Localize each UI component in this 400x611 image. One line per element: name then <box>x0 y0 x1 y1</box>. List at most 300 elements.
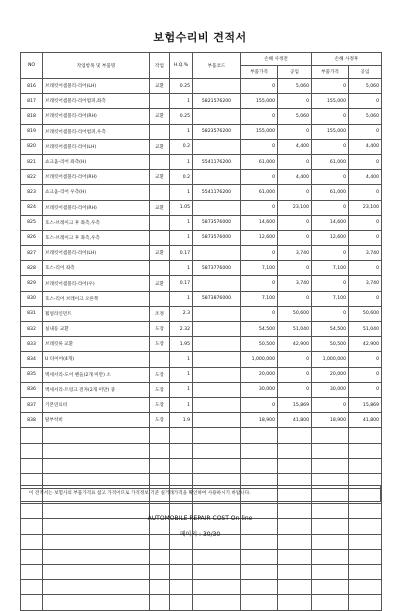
cell-before-price: 54,500 <box>241 322 278 337</box>
cell-before-labor: 15,869 <box>278 397 312 412</box>
cell-before-price: 30,000 <box>241 382 278 397</box>
cell-method: 도장 <box>150 337 170 352</box>
cell-before-labor: 0 <box>278 352 312 367</box>
empty-cell <box>43 443 150 458</box>
table-row <box>21 154 382 169</box>
empty-cell <box>43 428 150 443</box>
cell-before-price: 20,000 <box>241 367 278 382</box>
cell-before-price: 1,000,000 <box>241 352 278 367</box>
cell-after-labor: 0 <box>349 367 382 382</box>
empty-cell <box>241 565 278 580</box>
cell-after-labor: 5,060 <box>349 109 382 124</box>
cell-before-labor: 0 <box>278 154 312 169</box>
header-hq: H.Q.% <box>170 53 193 79</box>
cell-work-item: 브래킷어셈블리-리어범퍼,우측 <box>43 124 150 139</box>
empty-cell <box>349 580 382 595</box>
cell-after-price: 7,100 <box>312 291 349 306</box>
cell-no: 836 <box>21 382 43 397</box>
cell-before-labor: 5,060 <box>278 109 312 124</box>
cell-hq: 1 <box>170 94 193 109</box>
cell-after-labor: 50,600 <box>349 306 382 321</box>
cell-before-labor: 50,600 <box>278 306 312 321</box>
cell-before-price: 0 <box>241 109 278 124</box>
empty-cell <box>241 580 278 595</box>
empty-cell <box>312 549 349 564</box>
cell-after-labor: 4,400 <box>349 170 382 185</box>
cell-before-labor: 3,740 <box>278 246 312 261</box>
empty-cell <box>349 595 382 610</box>
empty-cell <box>21 580 43 595</box>
empty-cell <box>170 580 193 595</box>
cell-method: 교환 <box>150 276 170 291</box>
cell-before-price: 0 <box>241 246 278 261</box>
cell-before-price: 12,600 <box>241 230 278 245</box>
empty-cell <box>278 595 312 610</box>
cell-before-labor: 0 <box>278 185 312 200</box>
cell-part-code <box>193 352 241 367</box>
cell-work-item: 브래킷어셈블리-리어(RH) <box>43 170 150 185</box>
cell-no: 829 <box>21 276 43 291</box>
table-row <box>21 276 382 291</box>
cell-hq: 1 <box>170 352 193 367</box>
empty-cell <box>43 595 150 610</box>
empty-cell <box>150 443 170 458</box>
cell-after-labor: 0 <box>349 124 382 139</box>
cell-no: 834 <box>21 352 43 367</box>
empty-cell <box>193 549 241 564</box>
table-row <box>21 94 382 109</box>
empty-cell <box>241 458 278 473</box>
table-row <box>21 261 382 276</box>
cell-work-item: 브래킷어셈블리-리어(우) <box>43 276 150 291</box>
cell-no: 838 <box>21 413 43 428</box>
cell-no: 833 <box>21 337 43 352</box>
empty-cell <box>21 549 43 564</box>
cell-work-item: 액세서리-트렁크 전자(2개 미만) 중 <box>43 382 150 397</box>
cell-part-code: 5541176200 <box>193 185 241 200</box>
table-row <box>21 413 382 428</box>
cell-no: 817 <box>21 94 43 109</box>
cell-after-labor: 42,900 <box>349 337 382 352</box>
cell-part-code <box>193 170 241 185</box>
header-after-part-price: 부품가격 <box>312 66 349 79</box>
cell-part-code <box>193 382 241 397</box>
empty-cell <box>193 443 241 458</box>
cell-before-labor: 0 <box>278 291 312 306</box>
empty-cell <box>21 458 43 473</box>
cell-before-labor: 0 <box>278 382 312 397</box>
cell-hq: 2.3 <box>170 306 193 321</box>
table-row <box>21 306 382 321</box>
empty-row <box>21 565 382 580</box>
cell-before-labor: 0 <box>278 215 312 230</box>
header-after-adjustment: 손해 사정후 <box>312 53 382 66</box>
cell-after-labor: 0 <box>349 261 382 276</box>
empty-cell <box>349 458 382 473</box>
cell-no: 826 <box>21 230 43 245</box>
cell-after-price: 1,000,000 <box>312 352 349 367</box>
cell-before-price: 0 <box>241 200 278 215</box>
empty-cell <box>312 595 349 610</box>
cell-after-price: 0 <box>312 79 349 94</box>
cell-hq: 1.95 <box>170 337 193 352</box>
cell-method <box>150 261 170 276</box>
page-number: 페이지 : 30/30 <box>179 531 221 538</box>
cell-after-price: 12,600 <box>312 230 349 245</box>
cell-after-labor: 0 <box>349 382 382 397</box>
cell-after-price: 0 <box>312 109 349 124</box>
empty-cell <box>43 565 150 580</box>
empty-cell <box>278 443 312 458</box>
cell-no: 823 <box>21 185 43 200</box>
cell-after-price: 0 <box>312 397 349 412</box>
cell-hq: 1 <box>170 382 193 397</box>
empty-cell <box>241 443 278 458</box>
cell-method <box>150 124 170 139</box>
cell-hq: 1 <box>170 215 193 230</box>
cell-after-price: 30,000 <box>312 382 349 397</box>
cell-method: 도장 <box>150 367 170 382</box>
cell-before-price: 61,000 <box>241 185 278 200</box>
empty-cell <box>278 458 312 473</box>
cell-before-labor: 0 <box>278 367 312 382</box>
empty-cell <box>312 428 349 443</box>
cell-after-labor: 15,869 <box>349 397 382 412</box>
cell-part-code: 5873776000 <box>193 261 241 276</box>
cell-before-labor: 41,800 <box>278 413 312 428</box>
empty-cell <box>170 549 193 564</box>
cell-method: 교환 <box>150 109 170 124</box>
cell-work-item: 실내등 교환 <box>43 322 150 337</box>
cell-before-price: 50,500 <box>241 337 278 352</box>
cell-before-labor: 42,900 <box>278 337 312 352</box>
cell-hq: 0.25 <box>170 109 193 124</box>
table-row <box>21 185 382 200</box>
header-part-code: 부품코드 <box>193 53 241 79</box>
empty-cell <box>21 595 43 610</box>
cell-no: 831 <box>21 306 43 321</box>
cell-after-price: 0 <box>312 306 349 321</box>
cell-method <box>150 215 170 230</box>
cell-work-item: 브래킷어셈블리-리어(LH) <box>43 139 150 154</box>
header-after-labor: 공임 <box>349 66 382 79</box>
header-before-labor: 공임 <box>278 66 312 79</box>
cell-work-item: 호스-브레이크 후 좌측,우측 <box>43 230 150 245</box>
cell-no: 822 <box>21 170 43 185</box>
cell-method: 도장 <box>150 397 170 412</box>
cell-before-price: 0 <box>241 397 278 412</box>
cell-hq: 1.9 <box>170 413 193 428</box>
cell-work-item: 호스-리어 좌측 <box>43 261 150 276</box>
cell-before-price: 0 <box>241 306 278 321</box>
empty-cell <box>150 458 170 473</box>
cell-work-item: 브래킷어셈블리-리어(RH) <box>43 200 150 215</box>
empty-cell <box>21 565 43 580</box>
table-row <box>21 109 382 124</box>
header-work-item: 작업항목 및 부품명 <box>43 53 150 79</box>
cell-part-code: 5873576000 <box>193 230 241 245</box>
empty-cell <box>170 595 193 610</box>
table-row <box>21 397 382 412</box>
cell-method <box>150 94 170 109</box>
cell-part-code: 5873576000 <box>193 215 241 230</box>
cell-hq: 0.2 <box>170 170 193 185</box>
empty-cell <box>349 549 382 564</box>
table-row <box>21 322 382 337</box>
empty-cell <box>150 565 170 580</box>
cell-hq: 1 <box>170 154 193 169</box>
cell-no: 835 <box>21 367 43 382</box>
cell-part-code <box>193 413 241 428</box>
empty-cell <box>170 443 193 458</box>
table-row <box>21 215 382 230</box>
cell-no: 819 <box>21 124 43 139</box>
table-row <box>21 382 382 397</box>
empty-row <box>21 580 382 595</box>
empty-cell <box>312 443 349 458</box>
cell-no: 825 <box>21 215 43 230</box>
cell-hq: 1 <box>170 397 193 412</box>
cell-work-item: 호스-브레이크 후 좌측,우측 <box>43 215 150 230</box>
cell-no: 821 <box>21 154 43 169</box>
cell-after-price: 7,100 <box>312 261 349 276</box>
cell-after-labor: 5,060 <box>349 79 382 94</box>
cell-method: 교환 <box>150 246 170 261</box>
empty-row <box>21 443 382 458</box>
cell-before-labor: 51,040 <box>278 322 312 337</box>
empty-cell <box>312 565 349 580</box>
cell-after-price: 155,000 <box>312 124 349 139</box>
cell-method: 교환 <box>150 139 170 154</box>
empty-row <box>21 549 382 564</box>
cell-before-price: 0 <box>241 170 278 185</box>
cell-method: 교환 <box>150 200 170 215</box>
cell-before-price: 7,100 <box>241 261 278 276</box>
empty-cell <box>278 549 312 564</box>
empty-cell <box>278 565 312 580</box>
footer-title: AUTOMOBILE REPAIR COST On-line <box>147 515 253 522</box>
table-row <box>21 200 382 215</box>
cell-after-labor: 23,100 <box>349 200 382 215</box>
cell-part-code <box>193 276 241 291</box>
table-row <box>21 139 382 154</box>
cell-method: 도장 <box>150 413 170 428</box>
empty-cell <box>349 565 382 580</box>
empty-cell <box>150 580 170 595</box>
cell-before-price: 0 <box>241 79 278 94</box>
table-row <box>21 352 382 367</box>
cell-after-labor: 0 <box>349 291 382 306</box>
disclaimer-note: 이 견적서는 보험사의 부품가격표 참고 가격이므로 가격정보 기준 실거래가격을 확인하여 사용하시기 바랍니다. <box>20 485 381 502</box>
empty-cell <box>150 428 170 443</box>
cell-method: 조정 <box>150 306 170 321</box>
cell-work-item: U 타이어(4개) <box>43 352 150 367</box>
cell-after-price: 18,900 <box>312 413 349 428</box>
empty-cell <box>43 580 150 595</box>
cell-after-labor: 41,800 <box>349 413 382 428</box>
cell-work-item: 브래킷어셈블리-리어(LH) <box>43 79 150 94</box>
cell-before-labor: 0 <box>278 261 312 276</box>
cell-before-labor: 23,100 <box>278 200 312 215</box>
cell-work-item: 휠얼라인먼트 <box>43 306 150 321</box>
cell-before-price: 155,000 <box>241 94 278 109</box>
empty-cell <box>43 549 150 564</box>
empty-cell <box>150 595 170 610</box>
empty-cell <box>349 428 382 443</box>
cell-hq: 1 <box>170 185 193 200</box>
cell-part-code <box>193 322 241 337</box>
cell-after-labor: 0 <box>349 352 382 367</box>
cell-work-item: 탈부착비 <box>43 413 150 428</box>
cell-after-price: 155,000 <box>312 94 349 109</box>
empty-cell <box>349 443 382 458</box>
empty-cell <box>170 428 193 443</box>
cell-method: 교환 <box>150 79 170 94</box>
estimate-table <box>20 52 382 611</box>
empty-cell <box>241 549 278 564</box>
cell-work-item: 브래킷어셈블리-리어(RH) <box>43 109 150 124</box>
cell-no: 828 <box>21 261 43 276</box>
table-row <box>21 246 382 261</box>
empty-row <box>21 595 382 610</box>
cell-before-labor: 3,740 <box>278 276 312 291</box>
empty-row <box>21 428 382 443</box>
cell-no: 832 <box>21 322 43 337</box>
cell-no: 820 <box>21 139 43 154</box>
cell-method: 도장 <box>150 322 170 337</box>
cell-before-price: 0 <box>241 276 278 291</box>
cell-no: 824 <box>21 200 43 215</box>
cell-after-price: 20,000 <box>312 367 349 382</box>
header-before-adjustment: 손해 사정전 <box>241 53 312 66</box>
cell-before-price: 0 <box>241 139 278 154</box>
cell-part-code <box>193 200 241 215</box>
cell-part-code: 5541176200 <box>193 154 241 169</box>
cell-part-code: 5821576200 <box>193 94 241 109</box>
cell-before-price: 18,900 <box>241 413 278 428</box>
cell-after-labor: 3,740 <box>349 276 382 291</box>
cell-part-code: 5823576200 <box>193 124 241 139</box>
cell-hq: 1 <box>170 367 193 382</box>
cell-before-labor: 0 <box>278 230 312 245</box>
empty-cell <box>193 580 241 595</box>
cell-no: 830 <box>21 291 43 306</box>
cell-method <box>150 291 170 306</box>
empty-cell <box>278 580 312 595</box>
cell-method <box>150 185 170 200</box>
cell-hq: 0.25 <box>170 79 193 94</box>
cell-hq: 2.32 <box>170 322 193 337</box>
cell-part-code <box>193 139 241 154</box>
cell-part-code <box>193 79 241 94</box>
cell-hq: 1 <box>170 261 193 276</box>
cell-work-item: 액세서리-도어 핸들(2개 미만) 소 <box>43 367 150 382</box>
empty-cell <box>312 458 349 473</box>
cell-after-price: 61,000 <box>312 154 349 169</box>
cell-before-labor: 5,060 <box>278 79 312 94</box>
cell-method <box>150 154 170 169</box>
cell-work-item: 기본연료비 <box>43 397 150 412</box>
cell-before-labor: 0 <box>278 124 312 139</box>
cell-after-price: 50,500 <box>312 337 349 352</box>
cell-work-item: 브래킷어셈블리-리어(LH) <box>43 246 150 261</box>
cell-work-item: 쇼크옵-리어 우측(H) <box>43 185 150 200</box>
cell-work-item: 호스-리어 브레이크 오른쪽 <box>43 291 150 306</box>
table-row <box>21 230 382 245</box>
cell-hq: 0.17 <box>170 276 193 291</box>
empty-cell <box>193 595 241 610</box>
empty-cell <box>278 428 312 443</box>
cell-method <box>150 230 170 245</box>
cell-no: 818 <box>21 109 43 124</box>
cell-after-labor: 0 <box>349 215 382 230</box>
cell-after-labor: 51,040 <box>349 322 382 337</box>
cell-after-labor: 0 <box>349 94 382 109</box>
table-row <box>21 79 382 94</box>
empty-cell <box>21 443 43 458</box>
cell-work-item: 브래킷어셈블리-리어범퍼,좌측 <box>43 94 150 109</box>
cell-hq: 1.05 <box>170 200 193 215</box>
cell-no: 816 <box>21 79 43 94</box>
cell-before-price: 14,600 <box>241 215 278 230</box>
cell-after-labor: 3,740 <box>349 246 382 261</box>
page-title: 보험수리비 견적서 <box>153 31 247 44</box>
cell-method: 교환 <box>150 170 170 185</box>
cell-work-item: 쇼크옵-리어 좌측(H) <box>43 154 150 169</box>
cell-before-labor: 0 <box>278 94 312 109</box>
cell-after-price: 0 <box>312 276 349 291</box>
table-row <box>21 291 382 306</box>
empty-cell <box>43 458 150 473</box>
cell-after-labor: 4,400 <box>349 139 382 154</box>
cell-part-code <box>193 337 241 352</box>
cell-part-code <box>193 246 241 261</box>
header-no: NO <box>21 53 43 79</box>
cell-work-item: 브래킷류 교환 <box>43 337 150 352</box>
cell-after-price: 61,000 <box>312 185 349 200</box>
cell-before-price: 155,000 <box>241 124 278 139</box>
cell-part-code <box>193 367 241 382</box>
table-row <box>21 337 382 352</box>
empty-row <box>21 458 382 473</box>
cell-before-price: 7,100 <box>241 291 278 306</box>
cell-no: 837 <box>21 397 43 412</box>
cell-part-code <box>193 306 241 321</box>
empty-cell <box>170 458 193 473</box>
cell-after-labor: 0 <box>349 230 382 245</box>
cell-hq: 0.2 <box>170 139 193 154</box>
table-row <box>21 170 382 185</box>
header-method: 작업 <box>150 53 170 79</box>
cell-after-price: 54,500 <box>312 322 349 337</box>
empty-cell <box>312 580 349 595</box>
cell-method <box>150 352 170 367</box>
cell-part-code <box>193 397 241 412</box>
empty-cell <box>193 565 241 580</box>
cell-hq: 1 <box>170 291 193 306</box>
empty-cell <box>241 595 278 610</box>
cell-after-price: 0 <box>312 200 349 215</box>
cell-before-price: 61,000 <box>241 154 278 169</box>
cell-before-labor: 4,400 <box>278 139 312 154</box>
cell-after-price: 0 <box>312 170 349 185</box>
cell-hq: 1 <box>170 124 193 139</box>
table-row <box>21 124 382 139</box>
table-row <box>21 367 382 382</box>
cell-after-price: 0 <box>312 139 349 154</box>
cell-after-price: 14,600 <box>312 215 349 230</box>
header-before-part-price: 부품가격 <box>241 66 278 79</box>
